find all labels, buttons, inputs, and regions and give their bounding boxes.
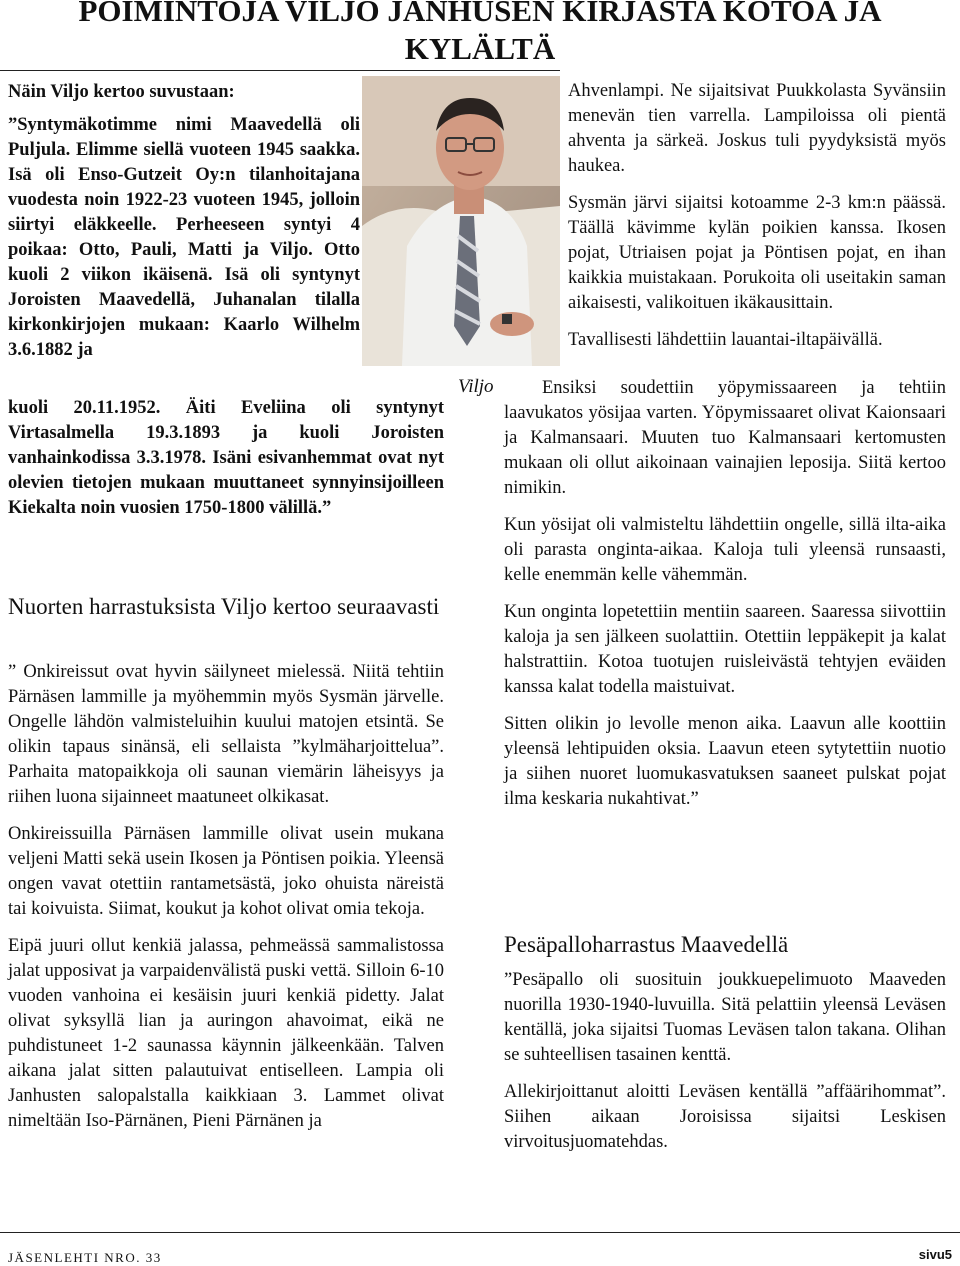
right-paragraph-4: Sitten olikin jo levolle menon aika. Laavun alle koottiin yleensä lehtipuiden oksia. Laavun eteen sytytettiin nuotio ja siihen nuoret luomukasvatuksen saaneet pulskat pojat ilma keskaria nukahtivat.” [504,714,946,809]
photo-caption: Viljo [458,376,494,397]
youth-section [8,660,444,1146]
intro-section [8,80,360,363]
portrait-photo [362,76,560,366]
intro-paragraph-1: ”Syntymäkotimme nimi Maavedellä oli Puljula. Elimme siellä vuoteen 1945 saakka. Isä oli Enso-Gutzeit Oy:n tilanhoitajana vuodesta noin 1922-23 vuoteen 1945, jolloin siirtyi eläkkeelle. Perheeseen syntyi 4 poikaa: Otto, Pauli, Matti ja Viljo. Otto kuoli 2 viikon ikäisenä. Isä oli syntynyt Joroisten Maavedellä, Juhanalan tilalla kirkonkirjojen mukaan: Kaarlo Wilhelm 3.6.1882 ja [8,115,360,360]
right-top-paragraph-3: Tavallisesti lähdettiin lauantai-iltapäivällä. [568,330,883,350]
pesapallo-heading: Pesäpalloharrastus Maavedellä [504,932,789,957]
intro-lead: Näin Viljo kertoo suvustaan: [8,82,235,102]
right-top-paragraph-2: Sysmän järvi sijaitsi kotoamme 2-3 km:n päässä. Täällä kävimme kylän poikien kanssa. Ikosen pojat, Utriaisen pojat ja Pöntisen pojat, en ihan kaikkia muistakaan. Porukoita oli useitakin saman aikaisesti, valikoituen ikäkausittain. [568,193,946,313]
intro-paragraph-2: kuoli 20.11.1952. Äiti Eveliina oli syntynyt Virtasalmella 19.3.1893 ja kuoli Joroisten vanhainkodissa 3.3.1978. Isäni esivanhemmat ovat nyt olevien tietojen mukaan muuttaneet synnyinsijoilleen Kiekalta noin vuosien 1750-1800 välillä.” [8,398,444,518]
right-column-top [568,79,946,353]
youth-paragraph-2: Onkireissuilla Pärnäsen lammille olivat usein mukana veljeni Matti sekä usein Ikosen ja Pöntisen poikia. Yleensä ongen vavat otettiin rantametsästä, joko ohuista näreistä tai koivuista. Siimat, koukut ja kohot olivat omia tekoja. [8,824,444,919]
page-title-line-2: KYLÄLTÄ [404,31,556,66]
youth-paragraph-1: ” Onkireissut ovat hyvin säilyneet mielessä. Niitä tehtiin Pärnäsen lammille ja myöhemmin myös Sysmän järvelle. Ongelle lähdön valmisteluihin kuului matojen etsintä. Se olikin tapaus sinänsä, eli sellaista ”kylmäharjoittelua”. Parhaita matopaikkoja oli saunan viemärin läheisyys ja riihen luona sijainneet maatuneet olkikasat. [8,662,444,807]
right-paragraph-1: Ensiksi soudettiin yöpymissaareen ja tehtiin laavukatos yösijaa varten. Yöpymissaaret olivat Kaionsaari ja Kalmansaari. Muuten tuo Kalmansaari kertomusten mukaan oli ollut aikoinaan vainajien leposija. Siitä kertoo nimikin. [504,378,946,498]
right-paragraph-3: Kun onginta lopetettiin mentiin saareen. Saaressa siivottiin kaloja ja sen jälkeen suolattiin. Otettiin leppäkepit ja kalat halstrattiin. Kotoa tuotujen ruisleivästä tehtyjen eväiden kanssa kalat todella maistuivat. [504,602,946,697]
right-top-paragraph-1: Ahvenlampi. Ne sijaitsivat Puukkolasta Syvänsiin menevän tien varrella. Lampiloissa oli pientä ahventa ja särkeä. Joskus tuli pyydyksistä myös haukea. [568,81,946,176]
intro-section-continued [8,396,444,533]
pesapallo-paragraph-1: ”Pesäpallo oli suosituin joukkuepelimuoto Maaveden nuorilla 1930-1940-luvuilla. Sitä pelattiin yleensä Leväsen kentällä, joka sijaitsi Tuomas Leväsen talon takana. Olihan se suhteellisen tasainen kenttä. [504,970,946,1065]
right-column [504,376,946,824]
footer-publication: JÄSENLEHTI NRO. 33 [8,1250,162,1265]
youth-paragraph-3: Eipä juuri ollut kenkiä jalassa, pehmeässä sammalistossa jalat upposivat ja varpaidenvälistä puski vettä. Silloin 6-10 vuoden vanhoina ei kesäisin juuri kenkiä pidetty. Jalat olivat syksyllä lian ja auringon ahavoimat, eikä ne puhdistuneet 1-2 saunassa käynnin jälkeenkään. Talven aikana jalat sitten palautuivat entiselleen. Lampia oli Janhusten salopalstalla kaikkiaan 3. Lammet olivat nimeltään Iso-Pärnänen, Pieni Pärnänen ja [8,936,444,1131]
portrait-illustration [362,76,560,366]
title-rule [0,70,560,71]
footer-page-number: sivu5 [918,1247,952,1262]
right-paragraph-2: Kun yösijat oli valmisteltu lähdettiin ongelle, sillä ilta-aika oli parasta onginta-aikaa. Kaloja tuli yleensä runsaasti, kelle enemmän kelle vähemmän. [504,515,946,585]
pesapallo-paragraph-2: Allekirjoittanut aloitti Leväsen kentällä ”affäärihommat”. Siihen aikaan Joroisissa sijaitsi Leskisen virvoitusjuomatehdas. [504,1082,946,1152]
footer-rule [0,1232,960,1233]
youth-heading: Nuorten harrastuksista Viljo kertoo seuraavasti [8,594,440,619]
pesapallo-section [504,968,946,1167]
page-title-line-1: POIMINTOJA VILJO JANHUSEN KIRJASTA KOTOA JA [78,0,882,28]
